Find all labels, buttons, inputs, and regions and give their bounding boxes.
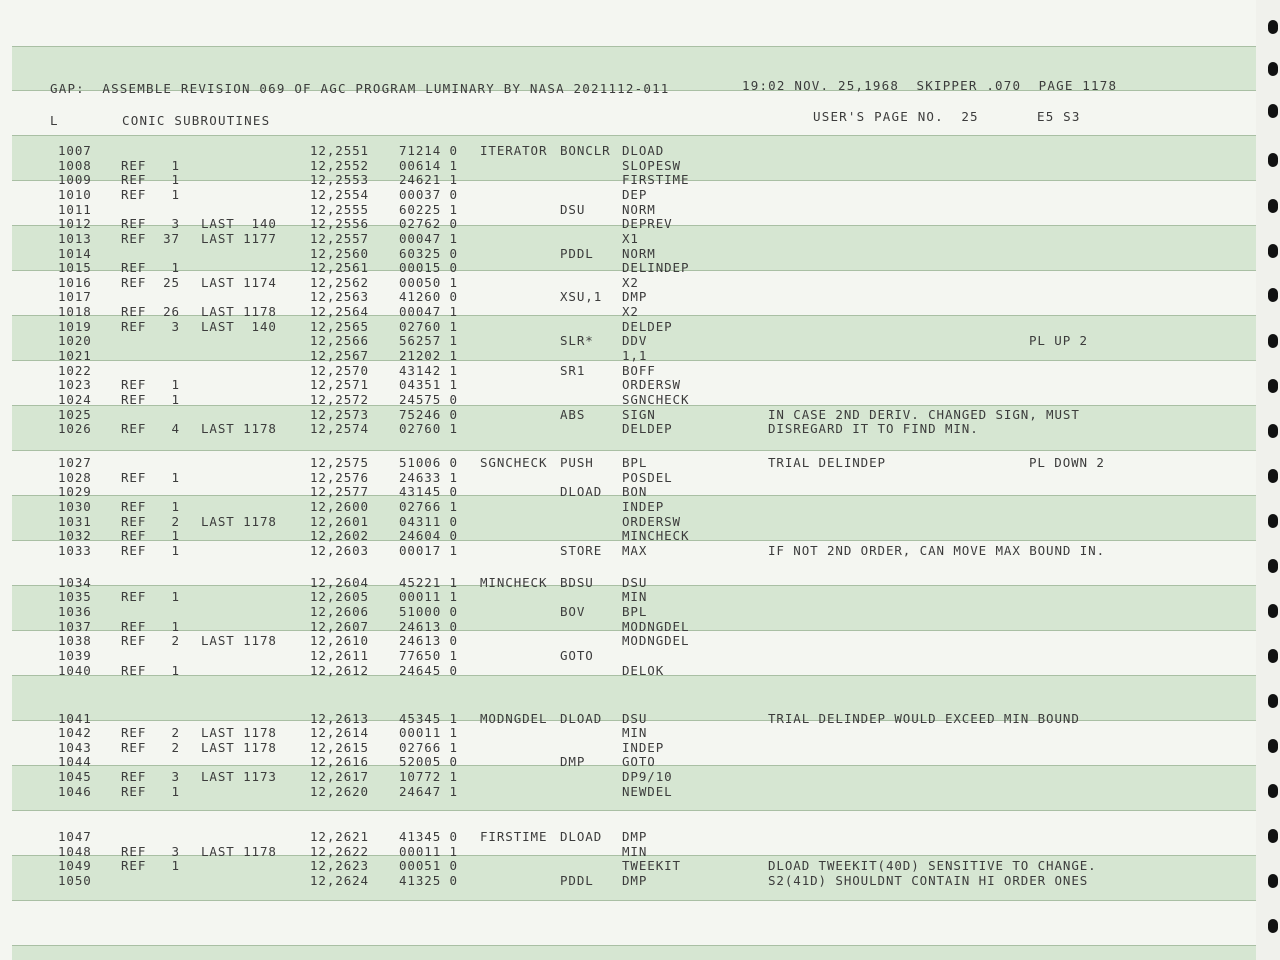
octal-code: 71214 0 <box>399 143 458 158</box>
last-ref: LAST 140 <box>201 216 277 231</box>
octal-code: 00015 0 <box>399 260 458 275</box>
operand: MIN <box>622 725 648 740</box>
band-rule <box>12 135 1257 136</box>
address: 12,2577 <box>310 484 369 499</box>
line-number: 1033 <box>58 543 92 558</box>
opcode: GOTO <box>560 648 594 663</box>
address: 12,2561 <box>310 260 369 275</box>
label: MODNGDEL <box>480 711 548 726</box>
octal-code: 41260 0 <box>399 289 458 304</box>
ref-count: REF 1 <box>121 392 180 407</box>
octal-code: 60325 0 <box>399 246 458 261</box>
octal-code: 43142 1 <box>399 363 458 378</box>
address: 12,2576 <box>310 470 369 485</box>
operand: ORDERSW <box>622 377 681 392</box>
label: ITERATOR <box>480 143 548 158</box>
address: 12,2612 <box>310 663 369 678</box>
octal-code: 51006 0 <box>399 455 458 470</box>
line-number: 1019 <box>58 319 92 334</box>
feed-hole <box>1268 514 1278 528</box>
address: 12,2624 <box>310 873 369 888</box>
ref-count: REF 1 <box>121 663 180 678</box>
operand: X2 <box>622 275 639 290</box>
opcode: PDDL <box>560 873 594 888</box>
operand: INDEP <box>622 499 665 514</box>
operand: DMP <box>622 829 648 844</box>
opcode: SR1 <box>560 363 586 378</box>
ref-count: REF 1 <box>121 377 180 392</box>
address: 12,2604 <box>310 575 369 590</box>
ref-count: REF 3 <box>121 319 180 334</box>
last-ref: LAST 1177 <box>201 231 277 246</box>
address: 12,2620 <box>310 784 369 799</box>
opcode: XSU,1 <box>560 289 603 304</box>
operand: DMP <box>622 873 648 888</box>
operand: X2 <box>622 304 639 319</box>
feed-hole <box>1268 784 1278 798</box>
ref-count: REF 3 <box>121 216 180 231</box>
line-number: 1037 <box>58 619 92 634</box>
ref-count: REF 4 <box>121 421 180 436</box>
opcode: DLOAD <box>560 484 603 499</box>
line-number: 1021 <box>58 348 92 363</box>
address: 12,2574 <box>310 421 369 436</box>
address: 12,2614 <box>310 725 369 740</box>
address: 12,2601 <box>310 514 369 529</box>
octal-code: 04311 0 <box>399 514 458 529</box>
comment: TRIAL DELINDEP <box>768 455 886 470</box>
feed-hole <box>1268 379 1278 393</box>
opcode: STORE <box>560 543 603 558</box>
octal-code: 00050 1 <box>399 275 458 290</box>
ref-count: REF 26 <box>121 304 180 319</box>
line-number: 1017 <box>58 289 92 304</box>
address: 12,2605 <box>310 589 369 604</box>
line-number: 1024 <box>58 392 92 407</box>
address: 12,2613 <box>310 711 369 726</box>
ref-count: REF 1 <box>121 187 180 202</box>
ref-count: REF 1 <box>121 260 180 275</box>
octal-code: 02766 1 <box>399 499 458 514</box>
address: 12,2603 <box>310 543 369 558</box>
operand: GOTO <box>622 754 656 769</box>
octal-code: 51000 0 <box>399 604 458 619</box>
address: 12,2557 <box>310 231 369 246</box>
address: 12,2607 <box>310 619 369 634</box>
address: 12,2552 <box>310 158 369 173</box>
last-ref: LAST 140 <box>201 319 277 334</box>
line-number: 1027 <box>58 455 92 470</box>
line-number: 1026 <box>58 421 92 436</box>
operand: SIGN <box>622 407 656 422</box>
comment: IF NOT 2ND ORDER, CAN MOVE MAX BOUND IN. <box>768 543 1106 558</box>
line-number: 1048 <box>58 844 92 859</box>
line-number: 1042 <box>58 725 92 740</box>
feed-hole <box>1268 334 1278 348</box>
band-rule <box>12 810 1257 811</box>
paper-band <box>12 945 1257 960</box>
last-ref: LAST 1178 <box>201 421 277 436</box>
ref-count: REF 2 <box>121 633 180 648</box>
ref-count: REF 1 <box>121 619 180 634</box>
octal-code: 52005 0 <box>399 754 458 769</box>
operand: 1,1 <box>622 348 648 363</box>
comment: DISREGARD IT TO FIND MIN. <box>768 421 979 436</box>
operand: MIN <box>622 844 648 859</box>
ref-count: REF 1 <box>121 470 180 485</box>
address: 12,2602 <box>310 528 369 543</box>
address: 12,2610 <box>310 633 369 648</box>
octal-code: 00051 0 <box>399 858 458 873</box>
address: 12,2615 <box>310 740 369 755</box>
operand: BPL <box>622 604 648 619</box>
operand: NORM <box>622 202 656 217</box>
opcode: BOV <box>560 604 586 619</box>
last-ref: LAST 1178 <box>201 633 277 648</box>
operand: NORM <box>622 246 656 261</box>
operand: DELINDEP <box>622 260 690 275</box>
operand: FIRSTIME <box>622 172 690 187</box>
ref-count: REF 37 <box>121 231 180 246</box>
opcode: DMP <box>560 754 586 769</box>
opcode: SLR* <box>560 333 594 348</box>
octal-code: 24613 0 <box>399 633 458 648</box>
line-number: 1020 <box>58 333 92 348</box>
address: 12,2551 <box>310 143 369 158</box>
address: 12,2566 <box>310 333 369 348</box>
operand: DEPREV <box>622 216 673 231</box>
line-number: 1046 <box>58 784 92 799</box>
operand: TWEEKIT <box>622 858 681 873</box>
comment: DLOAD TWEEKIT(40D) SENSITIVE TO CHANGE. <box>768 858 1097 873</box>
line-number: 1011 <box>58 202 92 217</box>
octal-code: 24613 0 <box>399 619 458 634</box>
comment: TRIAL DELINDEP WOULD EXCEED MIN BOUND <box>768 711 1080 726</box>
last-ref: LAST 1178 <box>201 304 277 319</box>
octal-code: 00017 1 <box>399 543 458 558</box>
feed-hole <box>1268 694 1278 708</box>
opcode: PUSH <box>560 455 594 470</box>
address: 12,2621 <box>310 829 369 844</box>
operand: DP9/10 <box>622 769 673 784</box>
feed-hole <box>1268 199 1278 213</box>
opcode: DLOAD <box>560 829 603 844</box>
comment: S2(41D) SHOULDNT CONTAIN HI ORDER ONES <box>768 873 1089 888</box>
operand: BPL <box>622 455 648 470</box>
operand: NEWDEL <box>622 784 673 799</box>
line-number: 1007 <box>58 143 92 158</box>
ref-count: REF 1 <box>121 784 180 799</box>
line-number: 1036 <box>58 604 92 619</box>
octal-code: 02766 1 <box>399 740 458 755</box>
operand: DSU <box>622 575 648 590</box>
listing-type-marker: L <box>50 113 59 128</box>
ref-count: REF 1 <box>121 172 180 187</box>
operand: MODNGDEL <box>622 619 690 634</box>
line-number: 1031 <box>58 514 92 529</box>
feed-hole <box>1268 62 1278 76</box>
ref-count: REF 25 <box>121 275 180 290</box>
line-number: 1047 <box>58 829 92 844</box>
feed-hole <box>1268 20 1278 34</box>
operand: BON <box>622 484 648 499</box>
band-rule <box>12 945 1257 946</box>
line-number: 1038 <box>58 633 92 648</box>
address: 12,2600 <box>310 499 369 514</box>
operand: DMP <box>622 289 648 304</box>
opcode: BDSU <box>560 575 594 590</box>
operand: X1 <box>622 231 639 246</box>
listing-header-left: GAP: ASSEMBLE REVISION 069 OF AGC PROGRAM LUMINARY BY NASA 2021112-011 <box>50 81 670 96</box>
feed-hole <box>1268 104 1278 118</box>
operand: POSDEL <box>622 470 673 485</box>
address: 12,2617 <box>310 769 369 784</box>
operand: SGNCHECK <box>622 392 690 407</box>
line-number: 1015 <box>58 260 92 275</box>
feed-hole <box>1268 424 1278 438</box>
line-number: 1034 <box>58 575 92 590</box>
address: 12,2565 <box>310 319 369 334</box>
operand: MAX <box>622 543 648 558</box>
opcode: ABS <box>560 407 586 422</box>
operand: ORDERSW <box>622 514 681 529</box>
octal-code: 00011 1 <box>399 589 458 604</box>
section-title: CONIC SUBROUTINES <box>122 113 271 128</box>
address: 12,2556 <box>310 216 369 231</box>
octal-code: 00047 1 <box>399 304 458 319</box>
octal-code: 00047 1 <box>399 231 458 246</box>
octal-code: 41325 0 <box>399 873 458 888</box>
operand: BOFF <box>622 363 656 378</box>
operand: MINCHECK <box>622 528 690 543</box>
operand: DELOK <box>622 663 665 678</box>
feed-hole <box>1268 829 1278 843</box>
octal-code: 02760 1 <box>399 421 458 436</box>
address: 12,2564 <box>310 304 369 319</box>
feed-hole <box>1268 288 1278 302</box>
address: 12,2611 <box>310 648 369 663</box>
page-code: E5 S3 <box>1037 109 1081 124</box>
line-number: 1039 <box>58 648 92 663</box>
ref-count: REF 1 <box>121 528 180 543</box>
address: 12,2606 <box>310 604 369 619</box>
address: 12,2562 <box>310 275 369 290</box>
feed-hole <box>1268 739 1278 753</box>
octal-code: 10772 1 <box>399 769 458 784</box>
line-number: 1010 <box>58 187 92 202</box>
pushlist-note: PL DOWN 2 <box>1029 455 1105 470</box>
operand: DEP <box>622 187 648 202</box>
line-number: 1016 <box>58 275 92 290</box>
comment: IN CASE 2ND DERIV. CHANGED SIGN, MUST <box>768 407 1080 422</box>
octal-code: 24647 1 <box>399 784 458 799</box>
line-number: 1043 <box>58 740 92 755</box>
address: 12,2555 <box>310 202 369 217</box>
line-number: 1022 <box>58 363 92 378</box>
octal-code: 00037 0 <box>399 187 458 202</box>
octal-code: 00011 1 <box>399 725 458 740</box>
opcode: PDDL <box>560 246 594 261</box>
user-page-number: USER'S PAGE NO. 25 <box>813 109 979 124</box>
line-number: 1013 <box>58 231 92 246</box>
line-number: 1050 <box>58 873 92 888</box>
listing-header-right: 19:02 NOV. 25,1968 SKIPPER .070 PAGE 1178 <box>742 78 1118 93</box>
feed-hole <box>1268 244 1278 258</box>
octal-code: 00011 1 <box>399 844 458 859</box>
operand: DDV <box>622 333 648 348</box>
last-ref: LAST 1178 <box>201 844 277 859</box>
line-number: 1023 <box>58 377 92 392</box>
feed-hole <box>1268 153 1278 167</box>
feed-hole <box>1268 469 1278 483</box>
ref-count: REF 1 <box>121 543 180 558</box>
ref-count: REF 1 <box>121 499 180 514</box>
ref-count: REF 1 <box>121 858 180 873</box>
line-number: 1041 <box>58 711 92 726</box>
band-rule <box>12 450 1257 451</box>
address: 12,2560 <box>310 246 369 261</box>
octal-code: 24575 0 <box>399 392 458 407</box>
line-number: 1040 <box>58 663 92 678</box>
line-number: 1049 <box>58 858 92 873</box>
pushlist-note: PL UP 2 <box>1029 333 1088 348</box>
operand: INDEP <box>622 740 665 755</box>
feed-hole <box>1268 919 1278 933</box>
last-ref: LAST 1173 <box>201 769 277 784</box>
octal-code: 41345 0 <box>399 829 458 844</box>
address: 12,2567 <box>310 348 369 363</box>
octal-code: 02760 1 <box>399 319 458 334</box>
line-number: 1028 <box>58 470 92 485</box>
feed-hole <box>1268 874 1278 888</box>
octal-code: 75246 0 <box>399 407 458 422</box>
address: 12,2623 <box>310 858 369 873</box>
ref-count: REF 3 <box>121 844 180 859</box>
line-number: 1014 <box>58 246 92 261</box>
line-number: 1035 <box>58 589 92 604</box>
feed-hole <box>1268 559 1278 573</box>
octal-code: 00614 1 <box>399 158 458 173</box>
feed-hole <box>1268 649 1278 663</box>
last-ref: LAST 1178 <box>201 725 277 740</box>
line-number: 1025 <box>58 407 92 422</box>
octal-code: 02762 0 <box>399 216 458 231</box>
label: SGNCHECK <box>480 455 548 470</box>
line-number: 1008 <box>58 158 92 173</box>
opcode: DSU <box>560 202 586 217</box>
ref-count: REF 2 <box>121 514 180 529</box>
address: 12,2575 <box>310 455 369 470</box>
band-rule <box>12 46 1257 47</box>
operand: SLOPESW <box>622 158 681 173</box>
address: 12,2570 <box>310 363 369 378</box>
octal-code: 43145 0 <box>399 484 458 499</box>
ref-count: REF 2 <box>121 740 180 755</box>
operand: DELDEP <box>622 421 673 436</box>
address: 12,2616 <box>310 754 369 769</box>
line-number: 1045 <box>58 769 92 784</box>
operand: MIN <box>622 589 648 604</box>
octal-code: 24621 1 <box>399 172 458 187</box>
octal-code: 60225 1 <box>399 202 458 217</box>
ref-count: REF 3 <box>121 769 180 784</box>
band-rule <box>12 900 1257 901</box>
line-number: 1018 <box>58 304 92 319</box>
address: 12,2554 <box>310 187 369 202</box>
octal-code: 21202 1 <box>399 348 458 363</box>
opcode: BONCLR <box>560 143 611 158</box>
line-number: 1030 <box>58 499 92 514</box>
last-ref: LAST 1174 <box>201 275 277 290</box>
ref-count: REF 1 <box>121 158 180 173</box>
last-ref: LAST 1178 <box>201 740 277 755</box>
line-number: 1012 <box>58 216 92 231</box>
octal-code: 77650 1 <box>399 648 458 663</box>
address: 12,2573 <box>310 407 369 422</box>
operand: DELDEP <box>622 319 673 334</box>
line-number: 1032 <box>58 528 92 543</box>
address: 12,2563 <box>310 289 369 304</box>
last-ref: LAST 1178 <box>201 514 277 529</box>
octal-code: 45345 1 <box>399 711 458 726</box>
octal-code: 45221 1 <box>399 575 458 590</box>
ref-count: REF 1 <box>121 589 180 604</box>
feed-hole <box>1268 604 1278 618</box>
address: 12,2571 <box>310 377 369 392</box>
address: 12,2622 <box>310 844 369 859</box>
line-number: 1029 <box>58 484 92 499</box>
operand: DSU <box>622 711 648 726</box>
octal-code: 24633 1 <box>399 470 458 485</box>
operand: MODNGDEL <box>622 633 690 648</box>
opcode: DLOAD <box>560 711 603 726</box>
octal-code: 04351 1 <box>399 377 458 392</box>
line-number: 1009 <box>58 172 92 187</box>
address: 12,2553 <box>310 172 369 187</box>
octal-code: 24604 0 <box>399 528 458 543</box>
label: MINCHECK <box>480 575 548 590</box>
ref-count: REF 2 <box>121 725 180 740</box>
label: FIRSTIME <box>480 829 548 844</box>
operand: DLOAD <box>622 143 665 158</box>
octal-code: 56257 1 <box>399 333 458 348</box>
line-number: 1044 <box>58 754 92 769</box>
address: 12,2572 <box>310 392 369 407</box>
octal-code: 24645 0 <box>399 663 458 678</box>
